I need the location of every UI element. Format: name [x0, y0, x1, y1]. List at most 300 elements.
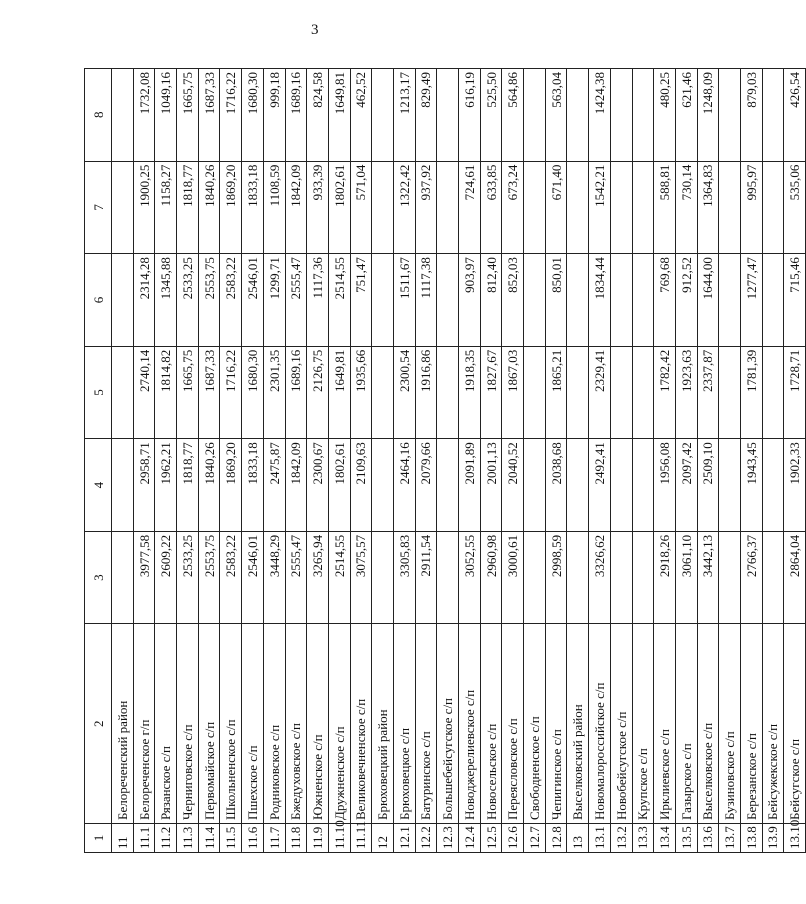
- column-header-7: 7: [85, 161, 112, 254]
- column-header-3: 3: [85, 531, 112, 624]
- table-row: [740, 69, 762, 853]
- table-row: [610, 69, 632, 853]
- value-col-3: 2546,01: [242, 531, 264, 624]
- table-row: [350, 69, 372, 853]
- value-col-7: 1840,26: [198, 161, 220, 254]
- table-row: [589, 69, 611, 853]
- value-col-8: [719, 69, 741, 162]
- value-col-5: 1865,21: [545, 346, 567, 439]
- value-col-5: [719, 346, 741, 439]
- table-row: [545, 69, 567, 853]
- value-col-4: [632, 439, 654, 532]
- value-col-4: 1833,18: [242, 439, 264, 532]
- table-row: [242, 69, 264, 853]
- settlement-name: Рязанское с/п: [155, 624, 177, 824]
- value-col-8: 1680,30: [242, 69, 264, 162]
- value-col-3: 2998,59: [545, 531, 567, 624]
- value-col-7: 1108,59: [263, 161, 285, 254]
- value-col-5: 2300,54: [393, 346, 415, 439]
- value-col-8: 480,25: [654, 69, 676, 162]
- value-col-4: 2109,63: [350, 439, 372, 532]
- value-col-7: 1322,42: [393, 161, 415, 254]
- value-col-8: 1213,17: [393, 69, 415, 162]
- value-col-8: 426,54: [784, 69, 806, 162]
- table-row: [524, 69, 546, 853]
- settlement-name: Выселковское с/п: [697, 624, 719, 824]
- value-col-8: [762, 69, 784, 162]
- value-col-4: 2040,52: [502, 439, 524, 532]
- value-col-3: [762, 531, 784, 624]
- value-col-4: 2097,42: [675, 439, 697, 532]
- table-row: [415, 69, 437, 853]
- value-col-3: 2555,47: [285, 531, 307, 624]
- value-col-5: [762, 346, 784, 439]
- value-col-3: 3000,61: [502, 531, 524, 624]
- value-col-4: 1943,45: [740, 439, 762, 532]
- value-col-3: [372, 531, 394, 624]
- column-header-8: 8: [85, 69, 112, 162]
- value-col-6: [372, 254, 394, 347]
- value-col-5: 1716,22: [220, 346, 242, 439]
- value-col-6: 1345,88: [155, 254, 177, 347]
- row-number: 11.3: [177, 824, 199, 853]
- value-col-3: 3075,57: [350, 531, 372, 624]
- value-col-3: 2553,75: [198, 531, 220, 624]
- table-row: [480, 69, 502, 853]
- table-row: [719, 69, 741, 853]
- value-col-8: 462,52: [350, 69, 372, 162]
- value-col-4: 1956,08: [654, 439, 676, 532]
- row-number: 13.4: [654, 824, 676, 853]
- table-row: [307, 69, 329, 853]
- row-number: 11.6: [242, 824, 264, 853]
- settlement-name: Черниговское с/п: [177, 624, 199, 824]
- value-col-6: [437, 254, 459, 347]
- value-col-4: 1840,26: [198, 439, 220, 532]
- value-col-7: 1818,77: [177, 161, 199, 254]
- value-col-8: 1049,16: [155, 69, 177, 162]
- value-col-7: 1900,25: [133, 161, 155, 254]
- value-col-6: 2583,22: [220, 254, 242, 347]
- value-col-8: 1424,38: [589, 69, 611, 162]
- table-row: [220, 69, 242, 853]
- row-number: 11.7: [263, 824, 285, 853]
- value-col-4: 2509,10: [697, 439, 719, 532]
- value-col-6: 912,52: [675, 254, 697, 347]
- value-col-4: 2464,16: [393, 439, 415, 532]
- value-col-7: [112, 161, 134, 254]
- value-col-6: 2533,25: [177, 254, 199, 347]
- value-col-4: 2038,68: [545, 439, 567, 532]
- value-col-6: [567, 254, 589, 347]
- row-number: 12.6: [502, 824, 524, 853]
- settlement-name: Брюховецкий район: [372, 624, 394, 824]
- value-col-7: 633,85: [480, 161, 502, 254]
- value-col-4: [437, 439, 459, 532]
- table-row: [654, 69, 676, 853]
- value-col-5: [437, 346, 459, 439]
- value-col-5: 1814,82: [155, 346, 177, 439]
- value-col-8: 999,18: [263, 69, 285, 162]
- value-col-5: 1916,86: [415, 346, 437, 439]
- value-col-4: [610, 439, 632, 532]
- page-number: 3: [311, 22, 319, 38]
- value-col-4: [524, 439, 546, 532]
- value-col-3: 2960,98: [480, 531, 502, 624]
- value-col-8: 1732,08: [133, 69, 155, 162]
- value-col-6: 715,46: [784, 254, 806, 347]
- value-col-6: 751,47: [350, 254, 372, 347]
- settlement-name: Новомалороссийское с/п: [589, 624, 611, 824]
- value-col-4: [112, 439, 134, 532]
- value-col-5: 1918,35: [459, 346, 481, 439]
- settlement-name: Родниковское с/п: [263, 624, 285, 824]
- value-col-5: [632, 346, 654, 439]
- value-col-5: 2740,14: [133, 346, 155, 439]
- value-col-8: 1689,16: [285, 69, 307, 162]
- value-col-4: 2475,87: [263, 439, 285, 532]
- value-col-5: 1867,03: [502, 346, 524, 439]
- value-col-3: [112, 531, 134, 624]
- table-row: [112, 69, 134, 853]
- value-col-6: [524, 254, 546, 347]
- value-col-8: 1248,09: [697, 69, 719, 162]
- value-col-4: [567, 439, 589, 532]
- row-number: 13.10: [784, 824, 806, 853]
- value-col-5: 1649,81: [328, 346, 350, 439]
- settlement-name: Газырское с/п: [675, 624, 697, 824]
- row-number: 11.8: [285, 824, 307, 853]
- settlement-name: Березанское с/п: [740, 624, 762, 824]
- table-row: [459, 69, 481, 853]
- row-number: 13.6: [697, 824, 719, 853]
- value-col-7: 535,06: [784, 161, 806, 254]
- settlement-name: Новосельское с/п: [480, 624, 502, 824]
- value-col-6: 1117,36: [307, 254, 329, 347]
- value-col-5: 1665,75: [177, 346, 199, 439]
- value-col-8: 879,03: [740, 69, 762, 162]
- value-col-8: 616,19: [459, 69, 481, 162]
- settlement-name: Брюховецкое с/п: [393, 624, 415, 824]
- value-col-8: [632, 69, 654, 162]
- column-header-1: 1: [85, 824, 112, 853]
- value-col-5: 2301,35: [263, 346, 285, 439]
- settlement-name: Белореченский район: [112, 624, 134, 824]
- value-col-3: 3061,10: [675, 531, 697, 624]
- value-col-6: 1644,00: [697, 254, 719, 347]
- value-col-8: 1687,33: [198, 69, 220, 162]
- table-row: [263, 69, 285, 853]
- value-col-6: [719, 254, 741, 347]
- settlement-name: Бжедуховское с/п: [285, 624, 307, 824]
- value-col-7: 724,61: [459, 161, 481, 254]
- settlement-name: Свободненское с/п: [524, 624, 546, 824]
- row-number: 12: [372, 824, 394, 853]
- table-row: [198, 69, 220, 853]
- value-col-4: [719, 439, 741, 532]
- column-header-4: 4: [85, 439, 112, 532]
- row-number: 11.2: [155, 824, 177, 853]
- settlement-name: Бузиновское с/п: [719, 624, 741, 824]
- value-col-6: [632, 254, 654, 347]
- value-col-6: 2553,75: [198, 254, 220, 347]
- table-row: [697, 69, 719, 853]
- value-col-6: [112, 254, 134, 347]
- value-col-7: [762, 161, 784, 254]
- table-row: [133, 69, 155, 853]
- value-col-4: 2300,67: [307, 439, 329, 532]
- value-col-5: 1689,16: [285, 346, 307, 439]
- table-row: [632, 69, 654, 853]
- value-col-7: 571,04: [350, 161, 372, 254]
- settlement-name: Большебейсугское с/п: [437, 624, 459, 824]
- settlement-name: Выселковский район: [567, 624, 589, 824]
- table-row: [155, 69, 177, 853]
- data-table: [84, 68, 806, 853]
- value-col-8: 1716,22: [220, 69, 242, 162]
- settlement-name: Бейсугское с/п: [784, 624, 806, 824]
- value-col-6: 2314,28: [133, 254, 155, 347]
- value-col-5: 1781,39: [740, 346, 762, 439]
- row-number: 11.9: [307, 824, 329, 853]
- value-col-5: 1935,66: [350, 346, 372, 439]
- value-col-4: 2958,71: [133, 439, 155, 532]
- value-col-7: 588,81: [654, 161, 676, 254]
- row-number: 12.7: [524, 824, 546, 853]
- row-number: 11.4: [198, 824, 220, 853]
- value-col-5: 1687,33: [198, 346, 220, 439]
- value-col-4: 2079,66: [415, 439, 437, 532]
- row-number: 11.5: [220, 824, 242, 853]
- settlement-name: Великовечненское с/п: [350, 624, 372, 824]
- settlement-name: Первомайское с/п: [198, 624, 220, 824]
- value-col-5: [524, 346, 546, 439]
- rotated-table-container: [84, 68, 806, 853]
- value-col-4: 1818,77: [177, 439, 199, 532]
- value-col-5: 1680,30: [242, 346, 264, 439]
- value-col-7: 730,14: [675, 161, 697, 254]
- value-col-3: [567, 531, 589, 624]
- value-col-6: 1277,47: [740, 254, 762, 347]
- value-col-3: [437, 531, 459, 624]
- value-col-4: [762, 439, 784, 532]
- settlement-name: Ирклиевское с/п: [654, 624, 676, 824]
- value-col-3: 3977,58: [133, 531, 155, 624]
- value-col-7: 673,24: [502, 161, 524, 254]
- value-col-6: 1299,71: [263, 254, 285, 347]
- settlement-name: Пшехское с/п: [242, 624, 264, 824]
- value-col-4: [372, 439, 394, 532]
- value-col-3: [632, 531, 654, 624]
- value-col-3: 2911,54: [415, 531, 437, 624]
- value-col-6: 2555,47: [285, 254, 307, 347]
- table-row: [328, 69, 350, 853]
- value-col-5: 2337,87: [697, 346, 719, 439]
- row-number: 11: [112, 824, 134, 853]
- value-col-4: 1802,61: [328, 439, 350, 532]
- settlement-name: Дружненское с/п: [328, 624, 350, 824]
- value-col-3: 2514,55: [328, 531, 350, 624]
- value-col-3: 2918,26: [654, 531, 676, 624]
- row-number: 13.3: [632, 824, 654, 853]
- value-col-7: 937,92: [415, 161, 437, 254]
- value-col-7: [567, 161, 589, 254]
- row-number: 13.7: [719, 824, 741, 853]
- row-number: 11.11: [350, 824, 372, 853]
- value-col-5: 1728,71: [784, 346, 806, 439]
- value-col-7: 1869,20: [220, 161, 242, 254]
- value-col-8: 824,58: [307, 69, 329, 162]
- value-col-7: 1842,09: [285, 161, 307, 254]
- value-col-8: [112, 69, 134, 162]
- value-col-3: 3052,55: [459, 531, 481, 624]
- value-col-8: [610, 69, 632, 162]
- value-col-3: 3442,13: [697, 531, 719, 624]
- value-col-6: 852,03: [502, 254, 524, 347]
- value-col-3: 2583,22: [220, 531, 242, 624]
- table-row: [567, 69, 589, 853]
- value-col-5: [372, 346, 394, 439]
- value-col-7: [437, 161, 459, 254]
- column-header-6: 6: [85, 254, 112, 347]
- settlement-name: Батуринское с/п: [415, 624, 437, 824]
- value-col-8: [524, 69, 546, 162]
- settlement-name: Новоджерелиевское с/п: [459, 624, 481, 824]
- value-col-6: 1834,44: [589, 254, 611, 347]
- settlement-name: Чепигинское с/п: [545, 624, 567, 824]
- value-col-5: [112, 346, 134, 439]
- value-col-4: 1842,09: [285, 439, 307, 532]
- value-col-6: [610, 254, 632, 347]
- value-col-8: 564,86: [502, 69, 524, 162]
- table-row: [762, 69, 784, 853]
- row-number: 13.8: [740, 824, 762, 853]
- value-col-4: 2001,13: [480, 439, 502, 532]
- row-number: 13.5: [675, 824, 697, 853]
- value-col-4: 1869,20: [220, 439, 242, 532]
- value-col-6: 769,68: [654, 254, 676, 347]
- value-col-7: [524, 161, 546, 254]
- table-header: [85, 69, 112, 853]
- value-col-5: 2126,75: [307, 346, 329, 439]
- value-col-8: 1649,81: [328, 69, 350, 162]
- row-number: 13.9: [762, 824, 784, 853]
- value-col-7: 671,40: [545, 161, 567, 254]
- value-col-7: [610, 161, 632, 254]
- value-col-8: 1665,75: [177, 69, 199, 162]
- row-number: 12.4: [459, 824, 481, 853]
- value-col-6: 812,40: [480, 254, 502, 347]
- column-header-5: 5: [85, 346, 112, 439]
- value-col-4: 2091,89: [459, 439, 481, 532]
- value-col-4: 1902,33: [784, 439, 806, 532]
- value-col-6: [762, 254, 784, 347]
- value-col-6: 850,01: [545, 254, 567, 347]
- value-col-7: [632, 161, 654, 254]
- header-row: [85, 69, 112, 853]
- value-col-7: 1542,21: [589, 161, 611, 254]
- value-col-6: 2546,01: [242, 254, 264, 347]
- settlement-name: Переясловское с/п: [502, 624, 524, 824]
- value-col-8: 621,46: [675, 69, 697, 162]
- settlement-name: Новобейсугское с/п: [610, 624, 632, 824]
- value-col-5: 1782,42: [654, 346, 676, 439]
- table-row: [372, 69, 394, 853]
- value-col-3: 3326,62: [589, 531, 611, 624]
- value-col-7: 1158,27: [155, 161, 177, 254]
- value-col-3: 2533,25: [177, 531, 199, 624]
- settlement-name: Белореченское г/п: [133, 624, 155, 824]
- table-body: [112, 69, 806, 853]
- value-col-7: 1364,83: [697, 161, 719, 254]
- settlement-name: Бейсужекское с/п: [762, 624, 784, 824]
- table-row: [177, 69, 199, 853]
- value-col-7: [719, 161, 741, 254]
- row-number: 13.1: [589, 824, 611, 853]
- table-row: [502, 69, 524, 853]
- value-col-7: 1802,61: [328, 161, 350, 254]
- value-col-3: [610, 531, 632, 624]
- value-col-7: [372, 161, 394, 254]
- table-row: [285, 69, 307, 853]
- table-row: [393, 69, 415, 853]
- row-number: 12.2: [415, 824, 437, 853]
- value-col-3: 2609,22: [155, 531, 177, 624]
- column-header-2: 2: [85, 624, 112, 824]
- value-col-3: [719, 531, 741, 624]
- value-col-8: [372, 69, 394, 162]
- row-number: 12.1: [393, 824, 415, 853]
- value-col-4: 1962,21: [155, 439, 177, 532]
- value-col-5: [610, 346, 632, 439]
- settlement-name: Крупское с/п: [632, 624, 654, 824]
- value-col-5: 1827,67: [480, 346, 502, 439]
- value-col-4: 2492,41: [589, 439, 611, 532]
- value-col-6: 2514,55: [328, 254, 350, 347]
- row-number: 11.1: [133, 824, 155, 853]
- settlement-name: Школьненское с/п: [220, 624, 242, 824]
- value-col-5: 1923,63: [675, 346, 697, 439]
- value-col-7: 933,39: [307, 161, 329, 254]
- table-row: [437, 69, 459, 853]
- row-number: 13.2: [610, 824, 632, 853]
- value-col-8: [437, 69, 459, 162]
- value-col-3: 2864,04: [784, 531, 806, 624]
- row-number: 11.10: [328, 824, 350, 853]
- table-row: [675, 69, 697, 853]
- value-col-6: 1117,38: [415, 254, 437, 347]
- value-col-3: 3265,94: [307, 531, 329, 624]
- value-col-8: 829,49: [415, 69, 437, 162]
- row-number: 12.5: [480, 824, 502, 853]
- value-col-3: 3448,29: [263, 531, 285, 624]
- value-col-8: 525,50: [480, 69, 502, 162]
- value-col-3: [524, 531, 546, 624]
- value-col-7: 995,97: [740, 161, 762, 254]
- value-col-8: 563,04: [545, 69, 567, 162]
- value-col-3: 2766,37: [740, 531, 762, 624]
- value-col-8: [567, 69, 589, 162]
- value-col-6: 903,97: [459, 254, 481, 347]
- row-number: 12.8: [545, 824, 567, 853]
- row-number: 12.3: [437, 824, 459, 853]
- row-number: 13: [567, 824, 589, 853]
- settlement-name: Южненское с/п: [307, 624, 329, 824]
- value-col-6: 1511,67: [393, 254, 415, 347]
- table-row: [784, 69, 806, 853]
- value-col-5: 2329,41: [589, 346, 611, 439]
- value-col-5: [567, 346, 589, 439]
